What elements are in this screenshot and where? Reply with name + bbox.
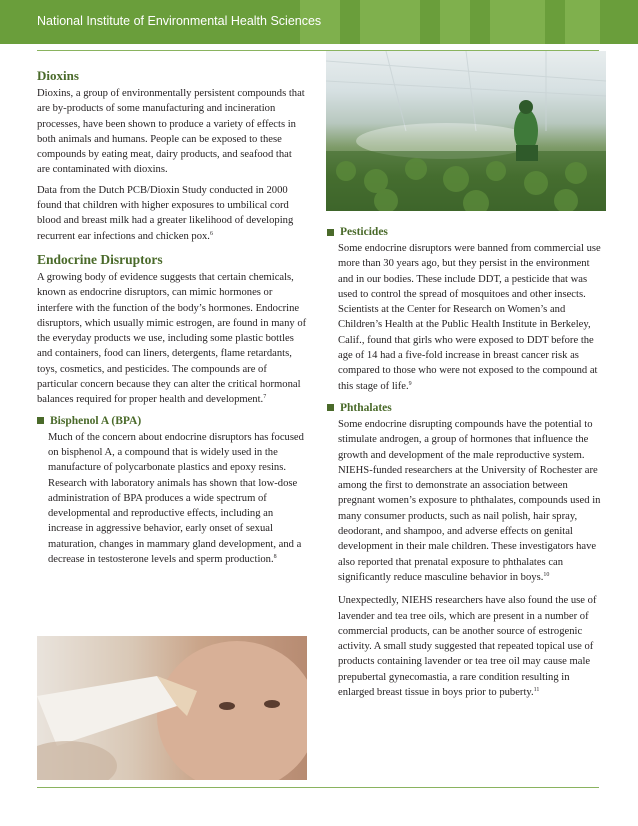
bpa-subheading xyxy=(37,415,307,427)
phthalates-subheading xyxy=(327,402,602,414)
header-decoration xyxy=(360,0,420,44)
dioxins-paragraph-2-text: Data from the Dutch PCB/Dioxin Study conducted in 2000 found that children with higher exposures to umbilical cord blood and breast milk had a greater likelihood of developing recurrent ear infections and chicken pox. xyxy=(37,184,294,242)
bullet-square-icon xyxy=(327,229,334,236)
right-column xyxy=(327,224,602,705)
footnote-ref[interactable]: 10 xyxy=(543,571,550,578)
baby-bottle-photo xyxy=(37,636,307,780)
bpa-heading-text: Bisphenol A (BPA) xyxy=(50,414,142,427)
header-decoration xyxy=(490,0,545,44)
dioxins-heading: Dioxins xyxy=(37,68,79,83)
pesticides-paragraph xyxy=(338,241,602,394)
dioxins-paragraph-2 xyxy=(37,183,307,244)
greenhouse-photo xyxy=(326,51,606,211)
header-decoration xyxy=(440,0,470,44)
bpa-paragraph xyxy=(48,430,307,568)
phthalates-heading-text: Phthalates xyxy=(340,401,392,414)
footnote-ref[interactable]: 6 xyxy=(209,230,213,237)
bullet-square-icon xyxy=(327,404,334,411)
footnote-ref[interactable]: 8 xyxy=(273,554,277,561)
dioxins-paragraph-1: Dioxins, a group of environmentally persistent compounds that are by-products of some manufacturing and incineration processes, have been shown to produce a variety of effects in both animals and humans. People can be exposed to these compounds by eating meat, dairy products, and seafood that are contaminated with dioxins. xyxy=(37,88,305,176)
endocrine-heading: Endocrine Disruptors xyxy=(37,251,163,267)
endocrine-paragraph-text: A growing body of evidence suggests that certain chemicals, known as endocrine disruptors, can mimic hormones or interfere with the function of the body’s hormones. Endocrine disruptors, which usually mimic estrogen, are found in many of the everyday products we use, including some plastic bottles and containers, food can liners, detergents, flame retardants, toys, cosmetics, and pesticides. The compounds are of particular concern because they can alter the critical hormonal balances required for proper health and development. xyxy=(37,271,307,406)
footer-rule xyxy=(37,787,599,788)
bullet-square-icon xyxy=(37,417,44,424)
phthalates-paragraph-1 xyxy=(338,417,602,585)
footnote-ref[interactable]: 11 xyxy=(533,687,540,694)
left-column xyxy=(37,68,307,572)
bpa-paragraph-text: Much of the concern about endocrine disruptors has focused on bisphenol A, a compound that is widely used in the manufacture of polycarbonate plastics and epoxy resins. Research with laboratory animals has shown that low-dose administration of BPA produces a wide spectrum of developmental and reproductive effects, including an increase in aggressive behavior, early onset of sexual maturation, changes in mammary gland development, and a decrease in testosterone levels and sperm production. xyxy=(48,431,304,566)
pesticides-heading-text: Pesticides xyxy=(340,226,388,238)
endocrine-paragraph xyxy=(37,270,307,408)
phthalates-paragraph-1-text: Some endocrine disrupting compounds have the potential to stimulate androgen, a group of hormones that influence the growth and development of the male reproductive system. NIEHS-funded researchers at the University of Rochester are among the first to demonstrate an association between pregnant women’s exposure to phthalates, compounds used in many consumer products, such as nail polish, hair spray, deodorant, and shampoo, and adverse effects on genital development in their male children. These investigators have also reported that prenatal exposure to phthalates can significantly reduce masculine behavior in boys. xyxy=(338,418,601,583)
header-decoration xyxy=(565,0,600,44)
header-title: National Institute of Environmental Health Sciences xyxy=(37,14,322,28)
phthalates-paragraph-2 xyxy=(338,593,602,700)
header-bar xyxy=(0,0,638,44)
pesticides-paragraph-text: Some endocrine disruptors were banned from commercial use more than 30 years ago, but they persist in the environment and in our bodies. These include DDT, a pesticide that was used to control the spread of mosquitoes and other insects. Scientists at the Center for Research on Women’s and Children’s Health at the Public Health Institute in Berkeley, Calif., found that girls who were exposed to DDT before the age of 14 had a five-fold increase in breast cancer risk as compared to those who were not exposed to the compound at this stage of life. xyxy=(338,243,601,392)
phthalates-paragraph-2-text: Unexpectedly, NIEHS researchers have also found the use of lavender and tea tree oils, which are present in a number of commercial products, can be another source of estrogenic activity. A small study suggested that repeated topical use of products containing lavender or tea tree oil may cause male prepubertal gynecomastia, a rare condition resulting in enlarged breast tissue in boys prior to puberty. xyxy=(338,595,597,699)
footnote-ref[interactable]: 7 xyxy=(263,394,267,401)
footnote-ref[interactable]: 9 xyxy=(408,380,412,387)
pesticides-subheading xyxy=(327,226,602,238)
